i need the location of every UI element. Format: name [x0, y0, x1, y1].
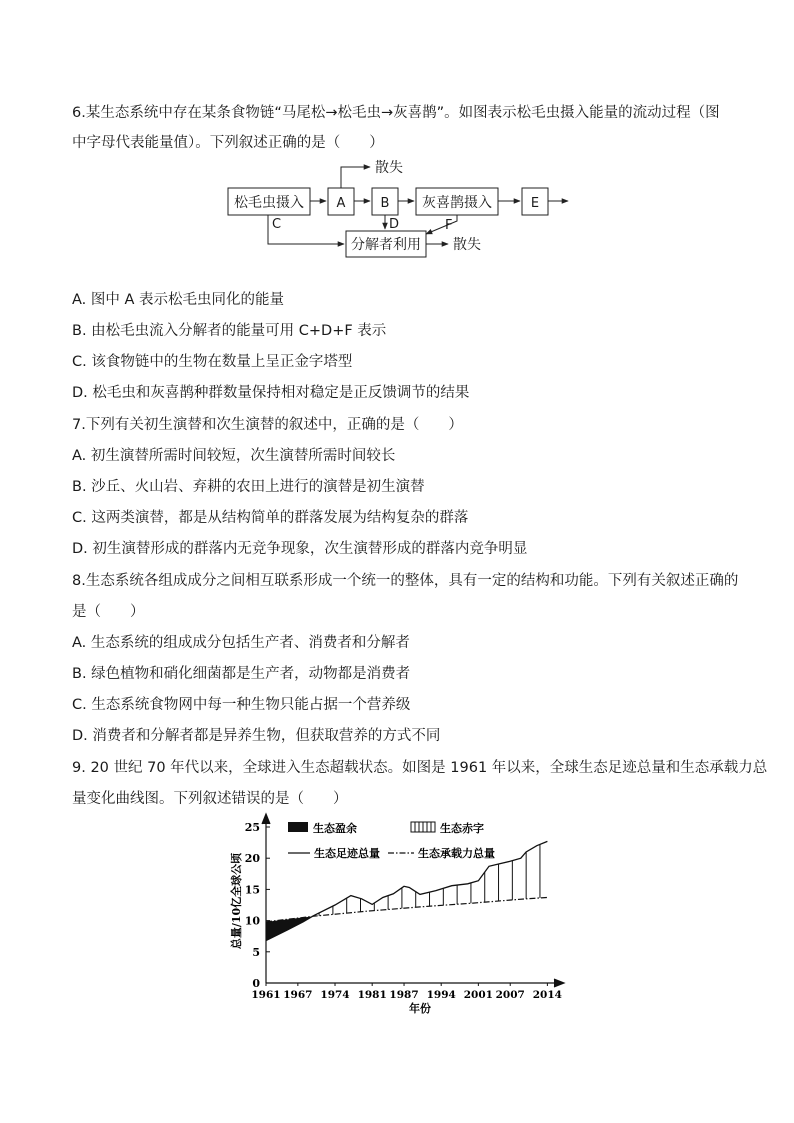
q6-option-a: A. 图中 A 表示松毛虫同化的能量 [72, 292, 285, 308]
x-tick-label: 1981 [357, 989, 387, 1001]
legend-swatch-surplus [288, 822, 308, 832]
q8-option-a: A. 生态系统的组成成分包括生产者、消费者和分解者 [72, 635, 410, 651]
y-axis-label: 总量/10亿全球公顷 [230, 852, 243, 950]
q6-option-c: C. 该食物链中的生物在数量上呈正金字塔型 [72, 354, 353, 370]
q7-option-a: A. 初生演替所需时间较短，次生演替所需时间较长 [72, 448, 396, 464]
q6-stem-line2: 中字母代表能量值）。下列叙述正确的是（ ） [72, 135, 384, 151]
x-tick-label: 1987 [389, 989, 419, 1001]
y-tick-label: 15 [244, 883, 260, 897]
label-d: D [389, 217, 400, 232]
node-b: B [380, 196, 390, 211]
y-tick-label: 25 [244, 821, 260, 834]
q9-stem-line2: 量变化曲线图。下列叙述错误的是（ ） [72, 791, 348, 807]
y-tick-label: 5 [252, 945, 260, 959]
energy-flow-diagram [220, 155, 580, 265]
x-tick-label: 2014 [532, 989, 562, 1001]
q8-stem-line2: 是（ ） [72, 604, 145, 620]
label-c: C [272, 217, 282, 232]
loss-top: 散失 [375, 160, 403, 176]
node-e: E [530, 196, 540, 211]
x-axis-label: 年份 [409, 1002, 431, 1015]
q8-option-c: C. 生态系统食物网中每一种生物只能占据一个营养级 [72, 697, 411, 713]
q8-option-b: B. 绿色植物和硝化细菌都是生产者，动物都是消费者 [72, 666, 411, 682]
q7-option-b: B. 沙丘、火山岩、弃耕的农田上进行的演替是初生演替 [72, 479, 425, 495]
legend-capacity: 生态承载力总量 [418, 847, 495, 860]
q8-stem-line1: 8.生态系统各组成成分之间相互联系形成一个统一的整体，具有一定的结构和功能。下列有关叙述正确的 [72, 573, 739, 589]
node-intake: 松毛虫摄入 [234, 195, 304, 211]
y-tick-label: 0 [252, 977, 260, 990]
x-tick-label: 2007 [495, 989, 525, 1001]
q7-stem: 7.下列有关初生演替和次生演替的叙述中，正确的是（ ） [72, 417, 463, 433]
q7-option-d: D. 初生演替形成的群落内无竞争现象，次生演替形成的群落内竞争明显 [72, 541, 528, 557]
x-tick-label: 1974 [320, 989, 350, 1001]
footprint-line [266, 841, 547, 940]
y-tick-label: 20 [244, 852, 260, 866]
label-f: F [445, 218, 453, 233]
q8-option-d: D. 消费者和分解者都是异养生物，但获取营养的方式不同 [72, 728, 441, 744]
x-tick-label: 1961 [251, 989, 281, 1001]
q6-option-d: D. 松毛虫和灰喜鹊种群数量保持相对稳定是正反馈调节的结果 [72, 385, 470, 401]
ecological-footprint-chart [222, 812, 582, 1022]
q7-option-c: C. 这两类演替，都是从结构简单的群落发展为结构复杂的群落 [72, 510, 469, 526]
node-magpie: 灰喜鹊摄入 [422, 195, 492, 211]
x-tick-label: 1994 [426, 989, 456, 1001]
x-tick-label: 2001 [463, 989, 493, 1001]
loss-bottom: 散失 [453, 237, 481, 253]
q6-stem-line1: 6.某生态系统中存在某条食物链“马尾松→松毛虫→灰喜鹊”。如图表示松毛虫摄入能量的流动过程（图 [72, 105, 720, 121]
legend-deficit: 生态赤字 [440, 822, 484, 835]
y-tick-label: 10 [244, 914, 260, 928]
y-axis-arrow [262, 814, 270, 824]
q6-option-b: B. 由松毛虫流入分解者的能量可用 C+D+F 表示 [72, 323, 387, 339]
x-tick-label: 1967 [283, 989, 313, 1001]
legend-surplus: 生态盈余 [313, 822, 357, 835]
node-a: A [336, 196, 346, 211]
node-decomposer: 分解者利用 [351, 237, 421, 253]
legend-footprint: 生态足迹总量 [314, 847, 380, 860]
x-axis-arrow [554, 979, 564, 987]
q9-stem-line1: 9. 20 世纪 70 年代以来，全球进入生态超载状态。如图是 1961 年以来，全球生态足迹总量和生态承载力总 [72, 760, 768, 776]
legend-swatch-deficit [411, 822, 435, 832]
